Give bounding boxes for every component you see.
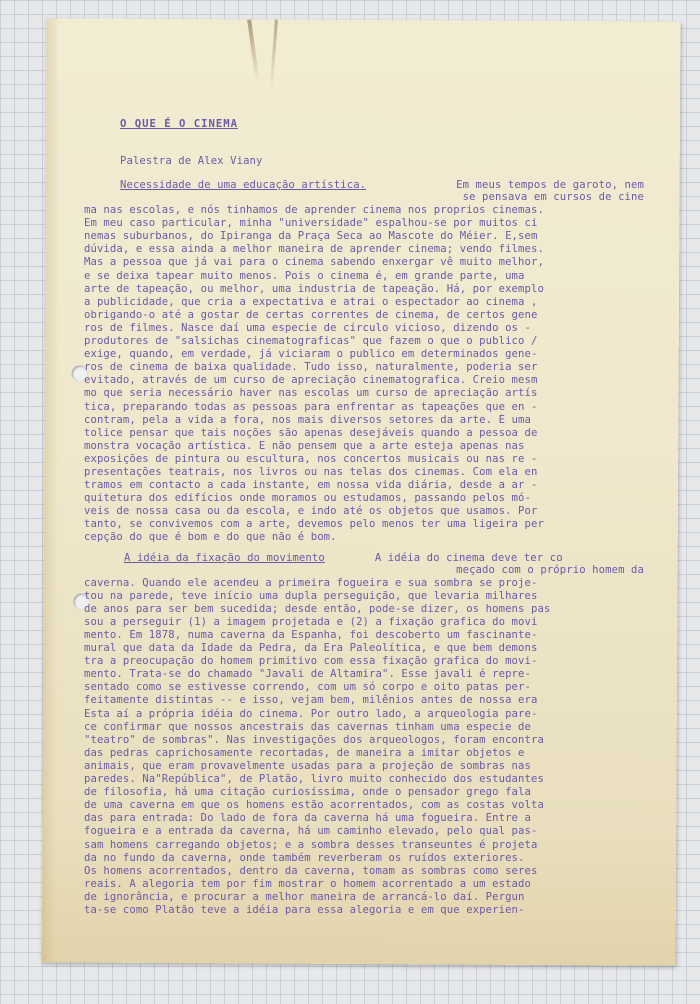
text-line: Em meu caso particular, minha "universidade" espalhou-se por muitos ci	[84, 217, 538, 230]
text-line: caverna. Quando ele acendeu a primeira fogueira e sua sombra se proje-	[84, 576, 538, 589]
text-line: paredes. Na"República", de Platão, livro muito conhecido dos estudantes	[84, 773, 544, 786]
text-line: tica, preparando todas as pessoas para enfrentar as tapeações que en -	[84, 400, 538, 413]
section1-first-line: Em meus tempos de garoto, nem	[456, 179, 644, 191]
text-line: presentações teatrais, nos livros ou nas telas dos cinemas. Com ela en	[84, 465, 538, 478]
text-line: de anos para ser bem sucedida; desde então, pode-se dizer, os homens pas	[84, 602, 551, 615]
text-line: fogueira e a entrada da caverna, há um caminho elevado, pelo qual pas-	[84, 825, 538, 838]
text-line: exposições de pintura ou escultura, nos concertos musicais ou nas re -	[84, 452, 538, 465]
text-line: sou a perseguir (1) a imagem projetada e (2) a fixação grafica do movi	[84, 615, 538, 628]
text-line: nemas suburbanos, do Ipiranga da Praça Seca ao Mascote do Méier. E,sem	[84, 230, 538, 243]
text-line: de uma caverna em que os homens estão acorrentados, com as costas volta	[84, 799, 544, 812]
document-subtitle: Palestra de Alex Viany	[120, 155, 263, 167]
text-line: a publicidade, que cria a expectativa e atrai o espectador ao cinema ,	[84, 295, 538, 308]
document-title: O QUE É O CINEMA	[120, 118, 239, 130]
text-line: contram, pela a vida a fora, nos mais diversos setores da arte. É uma	[84, 413, 531, 426]
paper-crease	[270, 20, 278, 90]
section2-body	[84, 564, 644, 918]
text-line: feitamente distintas -- e isso, vejam bem, milênios antes de nossa era	[84, 694, 538, 707]
section1-heading-row	[120, 179, 644, 191]
section2-heading-row	[124, 552, 644, 564]
text-line: tra a preocupação do homem primitivo com essa fixação grafica do movi-	[84, 655, 538, 668]
text-line: se pensava em cursos de cine	[462, 191, 644, 203]
text-line: de filosofia, há uma citação curiosíssima, onde o pensador grego fala	[84, 786, 531, 799]
text-line: monstra vocação artística. E não pensem que a arte esteja apenas nas	[84, 439, 525, 452]
text-line: evitado, através de um curso de apreciação cinematografica. Creio mesm	[84, 374, 538, 387]
typed-text-block	[84, 118, 644, 917]
text-line: das para entrada: Do lado de fora da caverna há uma fogueira. Entre a	[84, 812, 531, 825]
text-line: dúvida, e essa ainda a melhor maneira de aprender cinema; vendo filmes.	[84, 243, 544, 256]
text-line: sentado como se estivesse correndo, com um só corpo e oito patas per-	[84, 681, 531, 694]
text-line: tramos em contacto a cada instante, em nossa vida diária, desde a ar -	[84, 479, 538, 492]
paper-crease	[247, 19, 259, 81]
text-line: ta-se como Platão teve a idéia para essa alegoria e em que experien-	[84, 903, 525, 916]
text-line: mento. Em 1878, numa caverna da Espanha, foi descoberto um fascinante-	[84, 629, 538, 641]
text-line: e se deixa tapear muito menos. Pois o cinema é, em grande parte, uma	[84, 269, 525, 282]
text-line: de ignorância, e procurar a melhor maneira de arrancá-lo daí. Pergun	[84, 890, 525, 903]
text-line: cepção do que é bom e do que não é bom.	[84, 531, 337, 544]
text-line: tolice pensar que tais noções são apenas desejáveis quando a pessoa de	[84, 426, 538, 439]
text-line: animais, que eram provavelmente usadas para a projeção de sombras nas	[84, 759, 531, 772]
text-line: Os homens acorrentados, dentro da caverna, tomam as sombras como seres	[84, 864, 538, 877]
text-line: tanto, se convivemos com a arte, devemos pelo menos ter uma ligeira per	[84, 518, 544, 531]
text-line: arte de tapeação, ou melhor, uma industria de tapeação. Há, por exemplo	[84, 282, 544, 295]
text-line: ce confirmar que nossos ancestrais das cavernas tinham uma especie de	[84, 720, 531, 733]
text-line: da no fundo da caverna, onde também reverberam os ruídos exteriores.	[84, 851, 525, 864]
text-line: ros de filmes. Nasce daí uma especie de círculo vicioso, dizendo os -	[84, 321, 531, 334]
text-line: reais. A alegoria tem por fim mostrar o homem acorrentado a um estado	[84, 877, 531, 890]
text-line: sam homens carregando objetos; e a sombra desses transeuntes é projeta	[84, 838, 538, 851]
text-line: Esta aí a própria idéia do cinema. Por outro lado, a arqueologia pare-	[84, 707, 538, 720]
text-line: obrigando-o até a gostar de certas correntes de cinema, de certos gene	[84, 308, 538, 321]
text-line: tou na parede, teve início uma dupla perseguição, que levaria milhares	[84, 589, 538, 602]
text-line: Mas a pessoa que já vai para o cinema sabendo enxergar vê muito melhor,	[84, 256, 544, 269]
text-line: ros de cinema de baixa qualidade. Tudo isso, naturalmente, poderia ser	[84, 361, 538, 374]
text-line: meçado com o próprio homem da	[456, 563, 644, 576]
text-line: mento. Trata-se do chamado "Javali de Altamira". Esse javali é repre-	[84, 668, 531, 681]
text-line: "teatro" de sombras". Nas investigações dos arqueologos, foram encontra	[84, 733, 544, 746]
text-line: produtores de "salsichas cinematograficas" que fazem o que o publico /	[84, 335, 538, 348]
section2-heading: A idéia da fixação do movimento	[124, 551, 325, 564]
text-line: mo que seria necessário haver nas escolas um curso de apreciação artís	[84, 387, 538, 400]
section1-body	[84, 191, 644, 545]
text-line: mural que data da Idade da Pedra, da Era Paleolítica, e que bem demons	[84, 642, 538, 655]
text-line: exige, quando, em verdade, já viciaram o publico em determinados gene-	[84, 348, 538, 361]
section2-first-line: A idéia do cinema deve ter co	[374, 551, 563, 564]
text-line: veis de nossa casa ou da escola, e indo até os objetos que usamos. Por	[84, 505, 538, 518]
text-line: ma nas escolas, e nós tinhamos de aprender cinema nos proprios cinemas.	[84, 204, 544, 217]
text-line: das pedras caprichosamente recortadas, de maneira a imitar objetos e	[84, 746, 525, 759]
section1-heading: Necessidade de uma educação artística.	[120, 179, 367, 191]
text-line: quitetura dos edifícios onde moramos ou estudamos, passando pelos mó-	[84, 492, 531, 505]
